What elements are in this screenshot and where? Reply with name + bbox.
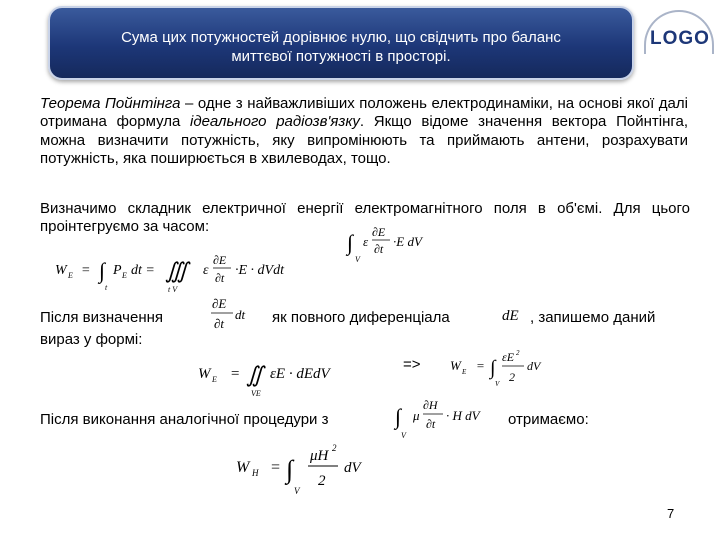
logo	[640, 10, 716, 60]
svg-text:E: E	[68, 271, 73, 280]
svg-text:=: =	[476, 358, 485, 373]
svg-text:dV: dV	[527, 359, 541, 373]
svg-text:εE · dEdV: εE · dEdV	[270, 366, 330, 382]
svg-text:V: V	[294, 486, 300, 496]
svg-text:∬: ∬	[246, 362, 264, 387]
svg-text:∂t: ∂t	[374, 242, 384, 256]
svg-text:∂E: ∂E	[213, 253, 227, 267]
after-def-text: Після визначення	[40, 309, 164, 326]
svg-text:∂E: ∂E	[372, 225, 386, 239]
svg-text:∂E: ∂E	[212, 296, 227, 311]
svg-text:∫: ∫	[99, 258, 106, 283]
p1-text-b: . Якщо відоме значення вектора Пойнтінга, можна визначити потужність, яку випромінюють та приймають антени, розрахувати потужність, яка поширюється в хвилеводах, тощо.	[40, 113, 689, 168]
svg-text:W: W	[55, 263, 67, 278]
svg-text:∂H: ∂H	[423, 398, 438, 412]
svg-text:E: E	[122, 271, 127, 280]
svg-text:∫: ∫	[286, 455, 294, 484]
svg-text:P: P	[113, 263, 122, 278]
banner-line-1: Сума цих потужностей дорівнює нулю, що свідчить про баланс	[121, 29, 561, 46]
term-poynting-theorem: Теорема Пойнтінга	[40, 95, 181, 112]
svg-text:dt: dt	[235, 307, 246, 322]
svg-text:2: 2	[318, 473, 326, 489]
svg-text:V: V	[401, 431, 406, 440]
svg-text:W: W	[236, 459, 250, 476]
expr-form-text: вираз у формі:	[40, 331, 143, 348]
svg-text:2: 2	[332, 443, 337, 453]
svg-text:ε: ε	[203, 263, 209, 278]
implies-arrow: =>	[403, 356, 421, 373]
write-data-text: , запишемо даний	[530, 309, 656, 326]
title-banner	[48, 6, 634, 80]
after-proc-text: Після виконання аналогічної процедури з	[40, 411, 329, 428]
svg-text:μ: μ	[413, 408, 420, 423]
svg-text:2: 2	[516, 349, 520, 357]
svg-text:t V: t V	[168, 285, 178, 294]
p2-text: Визначимо складник електричної енергії електромагнітного поля в об'ємі. Для цього проінтегруємо за часом:	[40, 200, 690, 236]
formula-de	[500, 302, 530, 328]
svg-text:· H dV: · H dV	[446, 408, 480, 423]
svg-text:V: V	[355, 255, 360, 264]
svg-text:V: V	[495, 380, 500, 388]
logo-text: LOGO	[650, 28, 710, 49]
svg-text:∭: ∭	[165, 258, 189, 283]
svg-text:=: =	[230, 366, 241, 382]
formula-integrand-h	[393, 394, 505, 442]
formula-we-final	[450, 346, 570, 392]
formula-we-integral	[55, 250, 305, 300]
svg-text:W: W	[198, 366, 211, 382]
obtain-text: отримаємо:	[508, 411, 589, 428]
svg-text:dV: dV	[344, 460, 361, 476]
svg-text:E: E	[212, 375, 217, 384]
as-full-diff-text: як повного диференціала	[272, 309, 450, 326]
svg-text:μH: μH	[310, 448, 329, 464]
svg-text:dt =: dt =	[131, 263, 155, 278]
svg-text:·E dV: ·E dV	[393, 234, 422, 249]
svg-text:·E · dVdt: ·E · dVdt	[235, 263, 284, 278]
svg-text:εE: εE	[502, 350, 515, 364]
svg-text:ε: ε	[363, 234, 369, 249]
paragraph-theorem	[40, 95, 688, 169]
banner-text	[50, 28, 632, 66]
formula-integrand-e	[345, 220, 435, 264]
svg-text:=: =	[81, 263, 91, 278]
page-number: 7	[667, 506, 675, 521]
svg-text:∂t: ∂t	[215, 271, 225, 285]
svg-text:∫: ∫	[347, 230, 354, 255]
svg-text:dE: dE	[502, 308, 519, 324]
formula-we-de	[198, 350, 358, 400]
p1-text-a: – одне з найважливіших положень електродинаміки, на основі якої далі отримана формула	[40, 95, 688, 131]
svg-text:∫: ∫	[395, 404, 402, 429]
svg-text:H: H	[252, 468, 259, 478]
svg-text:W: W	[450, 358, 461, 373]
banner-line-2: миттєвої потужності в просторі.	[231, 48, 451, 65]
formula-de-dt	[208, 292, 258, 336]
svg-text:t: t	[105, 283, 108, 292]
formula-wh-final	[236, 440, 396, 500]
svg-text:∫: ∫	[490, 357, 496, 379]
svg-text:∂t: ∂t	[426, 417, 436, 431]
svg-text:VE: VE	[251, 389, 261, 398]
term-ideal-radio: ідеального радіозв'язку	[190, 113, 360, 131]
svg-text:2: 2	[509, 370, 515, 384]
svg-text:E: E	[462, 368, 467, 376]
svg-text:=: =	[270, 459, 281, 476]
svg-text:∂t: ∂t	[214, 316, 225, 331]
